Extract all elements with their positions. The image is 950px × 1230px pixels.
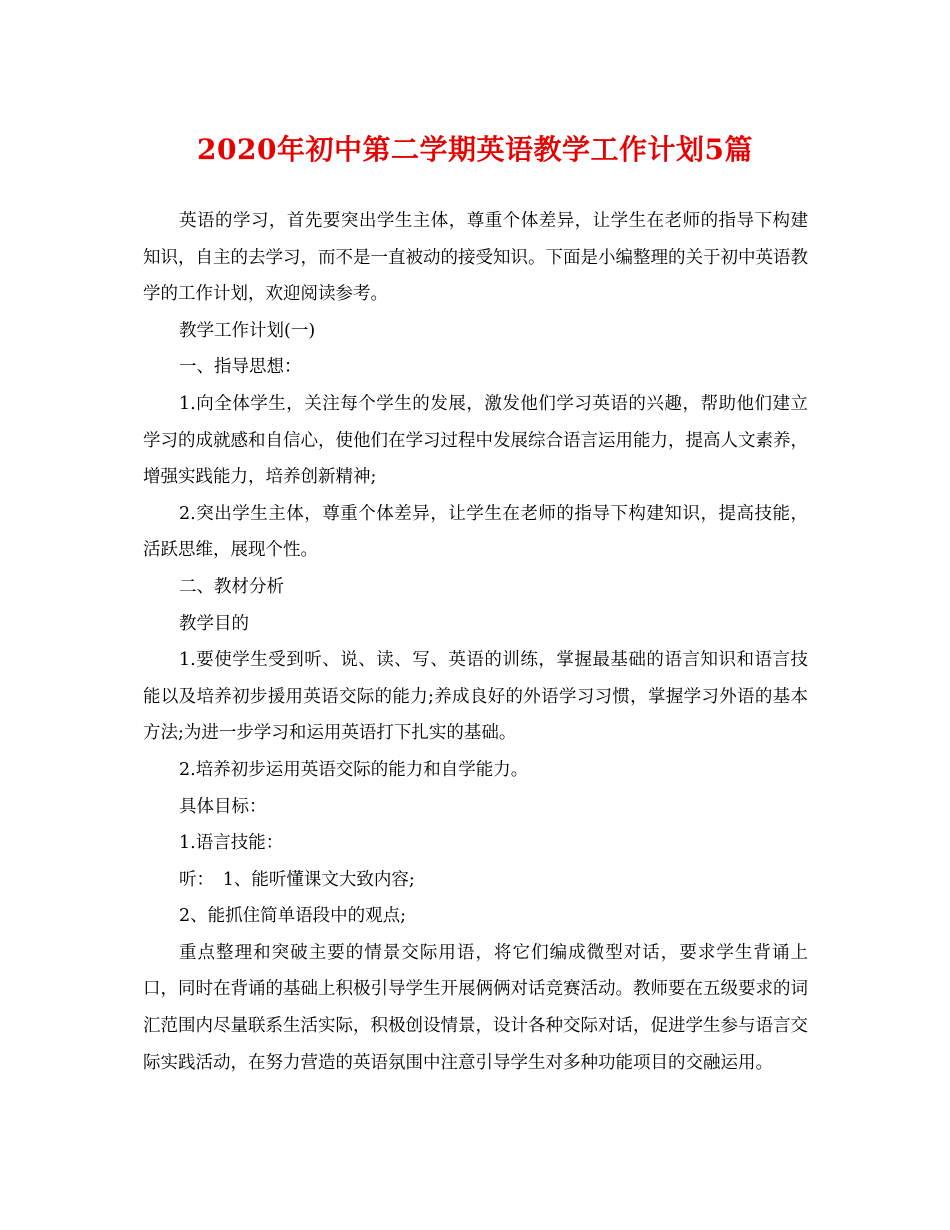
paragraph-goal-2: 2.培养初步运用英语交际的能力和自学能力。 bbox=[179, 759, 529, 780]
paragraph-goal-1: 1.要使学生受到听、说、读、写、英语的训练，掌握最基础的语言知识和语言技能以及培养初步援用英语交际的能力;养成良好的外语学习习惯，掌握学习外语的基本方法;为进一步学习和运用英语打下扎实的基础。 bbox=[143, 650, 808, 744]
paragraph-listening-2: 2、能抓住简单语段中的观点; bbox=[179, 906, 407, 927]
paragraph-guiding-ideas-heading: 一、指导思想： bbox=[179, 357, 302, 378]
paragraph-key-dialogues: 重点整理和突破主要的情景交际用语，将它们编成微型对话，要求学生背诵上口，同时在背诵的基础上积极引导学生开展俩俩对话竞赛活动。教师要在五级要求的词汇范围内尽量联系生活实际，积极创设情景，设计各种交际对话，促进学生参与语言交际实践活动，在努力营造的英语氛围中注意引导学生对多种功能项目的交融运用。 bbox=[143, 942, 808, 1073]
paragraph-teaching-goal-heading: 教学目的 bbox=[179, 613, 249, 634]
paragraph-point-1: 1.向全体学生，关注每个学生的发展，激发他们学习英语的兴趣，帮助他们建立学习的成就感和自信心，使他们在学习过程中发展综合语言运用能力，提高人文素养，增强实践能力，培养创新精神; bbox=[143, 393, 808, 488]
paragraph-language-skills: 1.语言技能： bbox=[179, 833, 284, 854]
document-body bbox=[143, 203, 808, 1081]
paragraph-plan-one-heading: 教学工作计划(一) bbox=[179, 320, 316, 341]
paragraph-intro: 英语的学习，首先要突出学生主体，尊重个体差异，让学生在老师的指导下构建知识，自主的去学习，而不是一直被动的接受知识。下面是小编整理的关于初中英语教学的工作计划，欢迎阅读参考。 bbox=[143, 211, 808, 305]
paragraph-textbook-analysis-heading: 二、教材分析 bbox=[179, 576, 284, 597]
paragraph-specific-goals-heading: 具体目标： bbox=[179, 796, 267, 817]
paragraph-point-2: 2.突出学生主体，尊重个体差异，让学生在老师的指导下构建知识，提高技能，活跃思维，展现个性。 bbox=[143, 503, 808, 561]
document-title: 2020年初中第二学期英语教学工作计划5篇 bbox=[197, 133, 753, 166]
paragraph-listening-1: 听： 1、能听懂课文大致内容; bbox=[179, 869, 415, 890]
